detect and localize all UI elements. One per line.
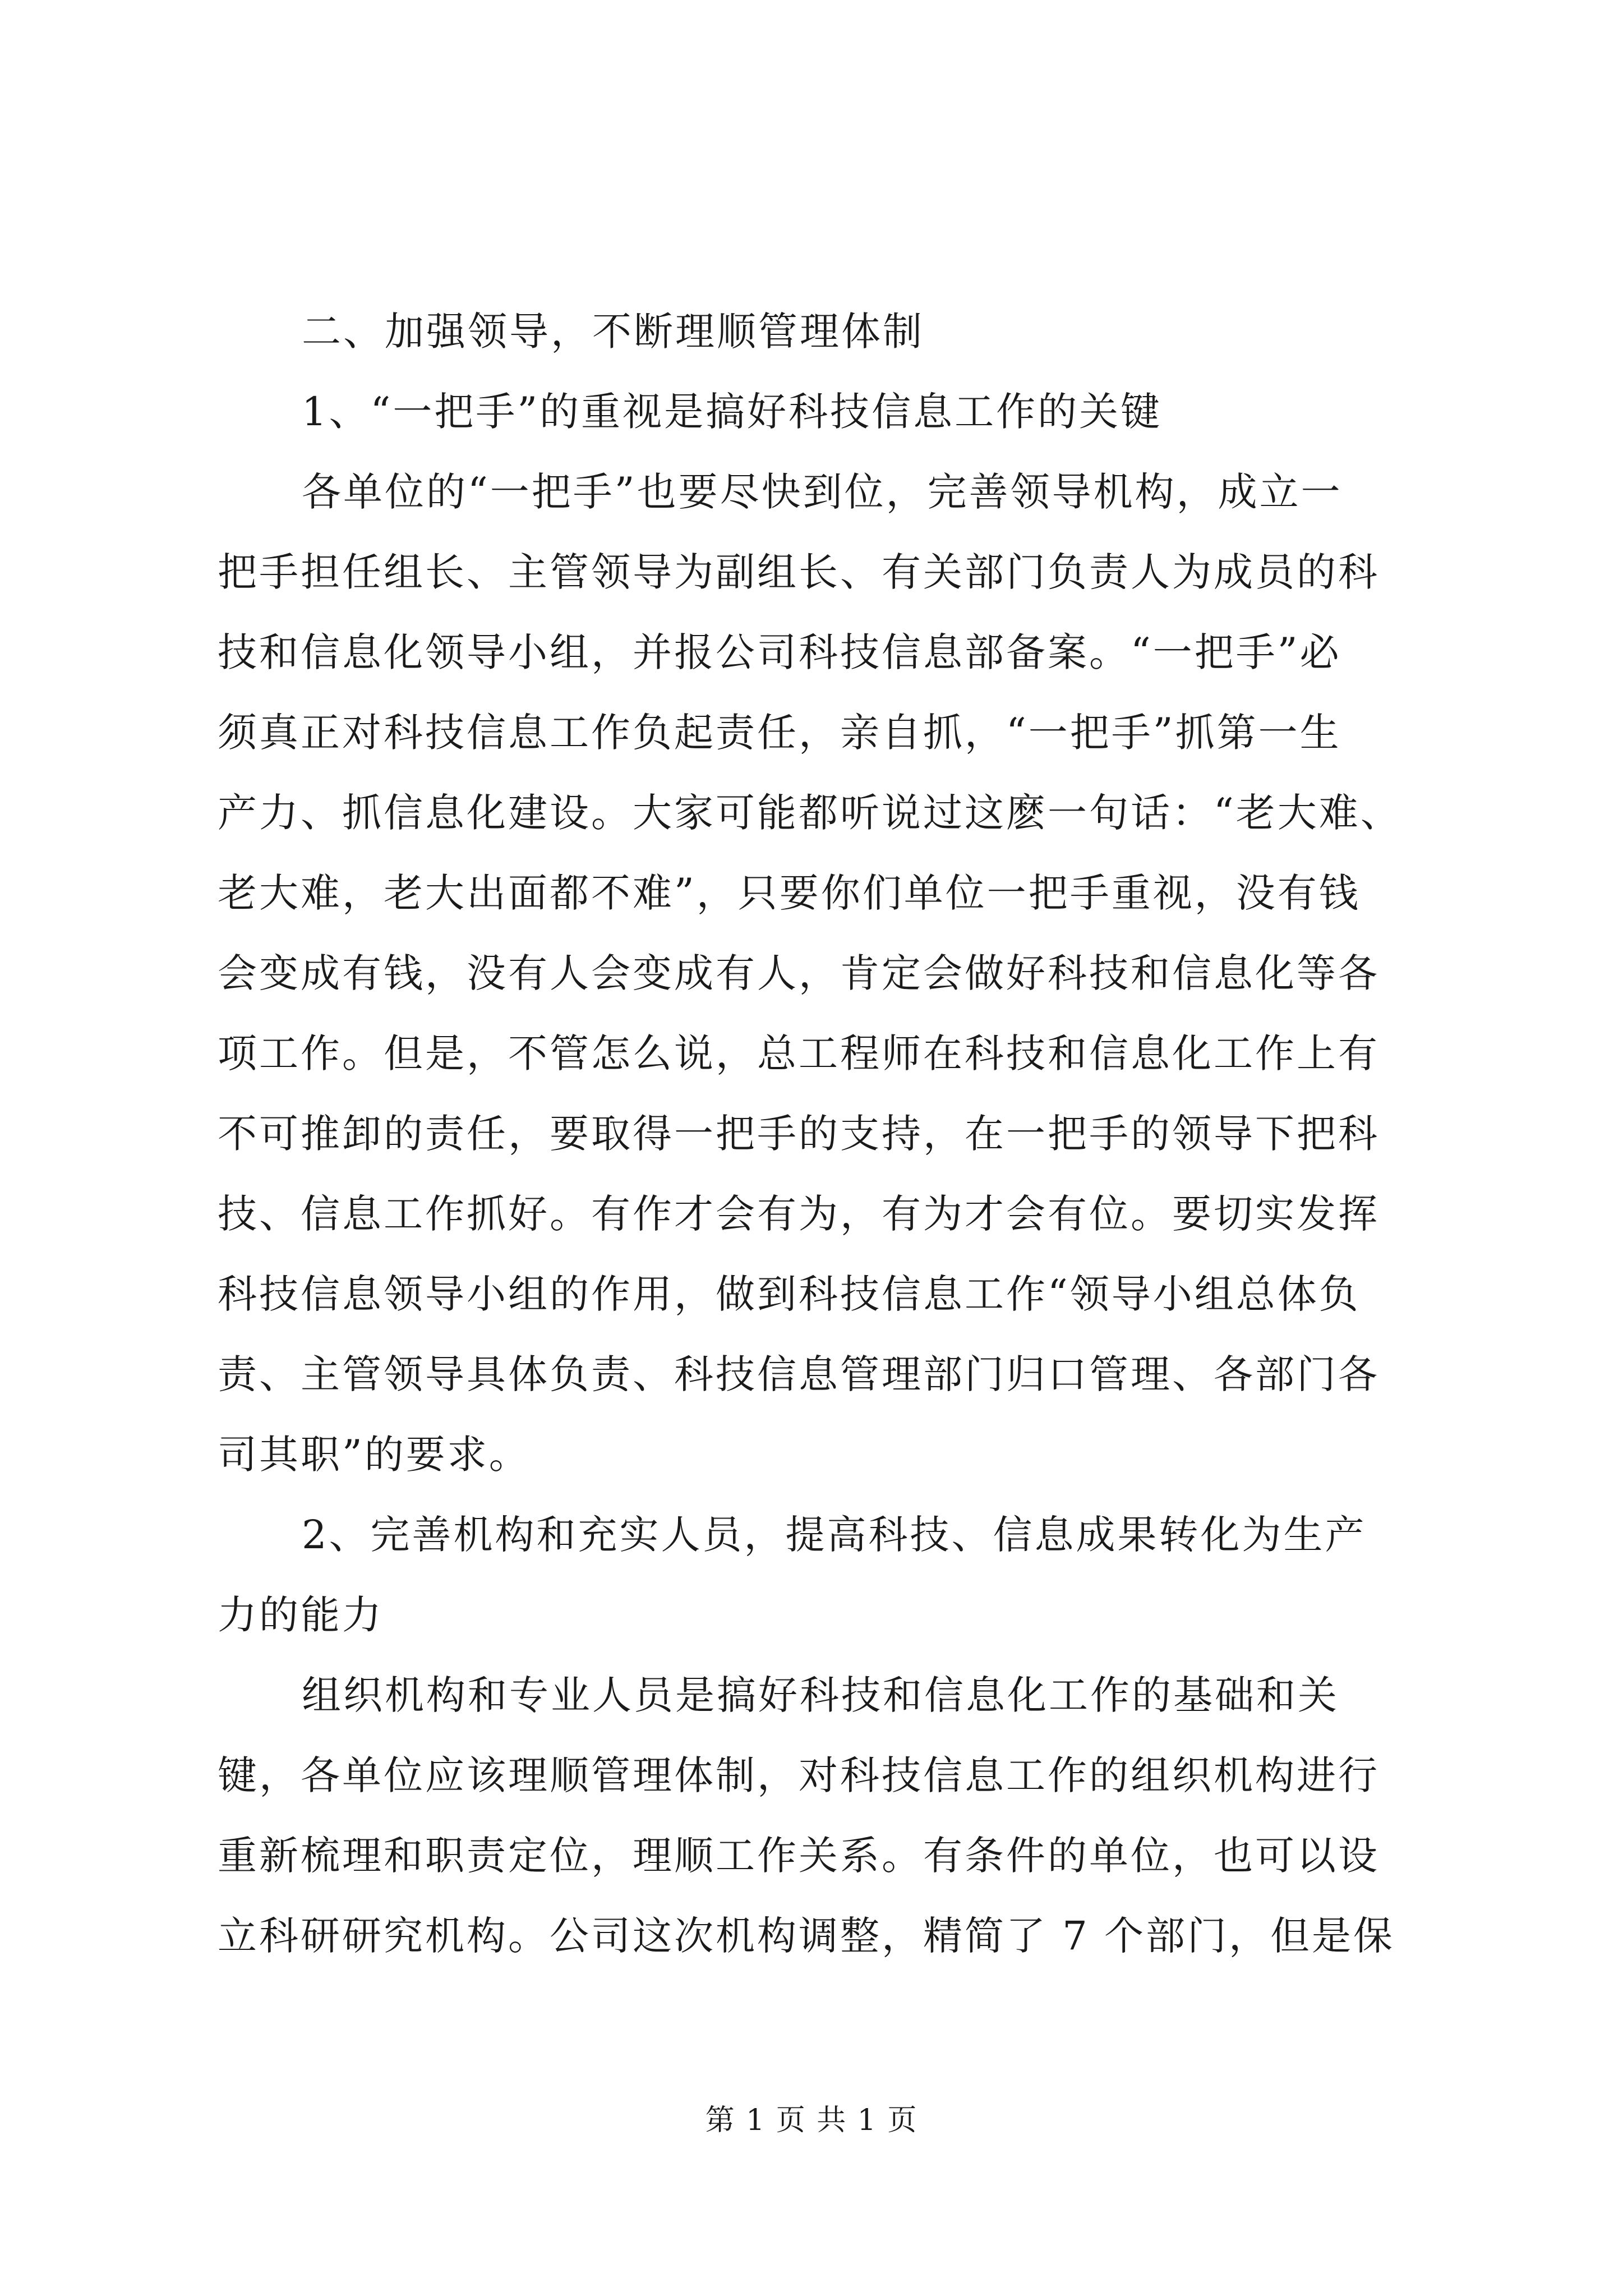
paragraph-line: 司其职”的要求。 [218, 1432, 531, 1478]
paragraph-line: 立科研研究机构。公司这次机构调整，精简了 7 个部门，但是保 [218, 1913, 1395, 1959]
subsection-heading-2: 2、完善机构和充实人员，提高科技、信息成果转化为生产 [302, 1512, 1367, 1558]
paragraph-line: 不可推卸的责任，要取得一把手的支持，在一把手的领导下把科 [218, 1111, 1380, 1157]
paragraph-line: 重新梳理和职责定位，理顺工作关系。有条件的单位，也可以设 [218, 1833, 1380, 1879]
paragraph-line: 会变成有钱，没有人会变成有人，肯定会做好科技和信息化等各 [218, 950, 1380, 996]
paragraph-line: 老大难，老大出面都不难”，只要你们单位一把手重视，没有钱 [218, 870, 1361, 916]
paragraph-line: 产力、抓信息化建设。大家可能都听说过这麽一句话：“老大难、 [218, 790, 1402, 836]
paragraph-line: 项工作。但是，不管怎么说，总工程师在科技和信息化工作上有 [218, 1030, 1380, 1076]
paragraph-line: 各单位的“一把手”也要尽快到位，完善领导机构，成立一 [302, 469, 1343, 515]
section-heading: 二、加强领导，不断理顺管理体制 [302, 309, 924, 355]
paragraph-line: 科技信息领导小组的作用，做到科技信息工作“领导小组总体负 [218, 1271, 1361, 1317]
paragraph-line: 须真正对科技信息工作负起责任，亲自抓，“一把手”抓第一生 [218, 710, 1341, 756]
subsection-heading-2-continued: 力的能力 [218, 1592, 384, 1638]
subsection-heading-1: 1、“一把手”的重视是搞好科技信息工作的关键 [302, 389, 1163, 435]
page-footer: 第 1 页 共 1 页 [705, 2104, 918, 2137]
paragraph-line: 组织机构和专业人员是搞好科技和信息化工作的基础和关 [302, 1672, 1339, 1718]
paragraph-line: 技、信息工作抓好。有作才会有为，有为才会有位。要切实发挥 [218, 1191, 1380, 1237]
paragraph-line: 键，各单位应该理顺管理体制，对科技信息工作的组织机构进行 [218, 1752, 1380, 1798]
paragraph-line: 责、主管领导具体负责、科技信息管理部门归口管理、各部门各 [218, 1351, 1380, 1397]
paragraph-line: 把手担任组长、主管领导为副组长、有关部门负责人为成员的科 [218, 549, 1380, 595]
document-body [218, 292, 1423, 1976]
paragraph-line: 技和信息化领导小组，并报公司科技信息部备案。“一把手”必 [218, 629, 1341, 675]
